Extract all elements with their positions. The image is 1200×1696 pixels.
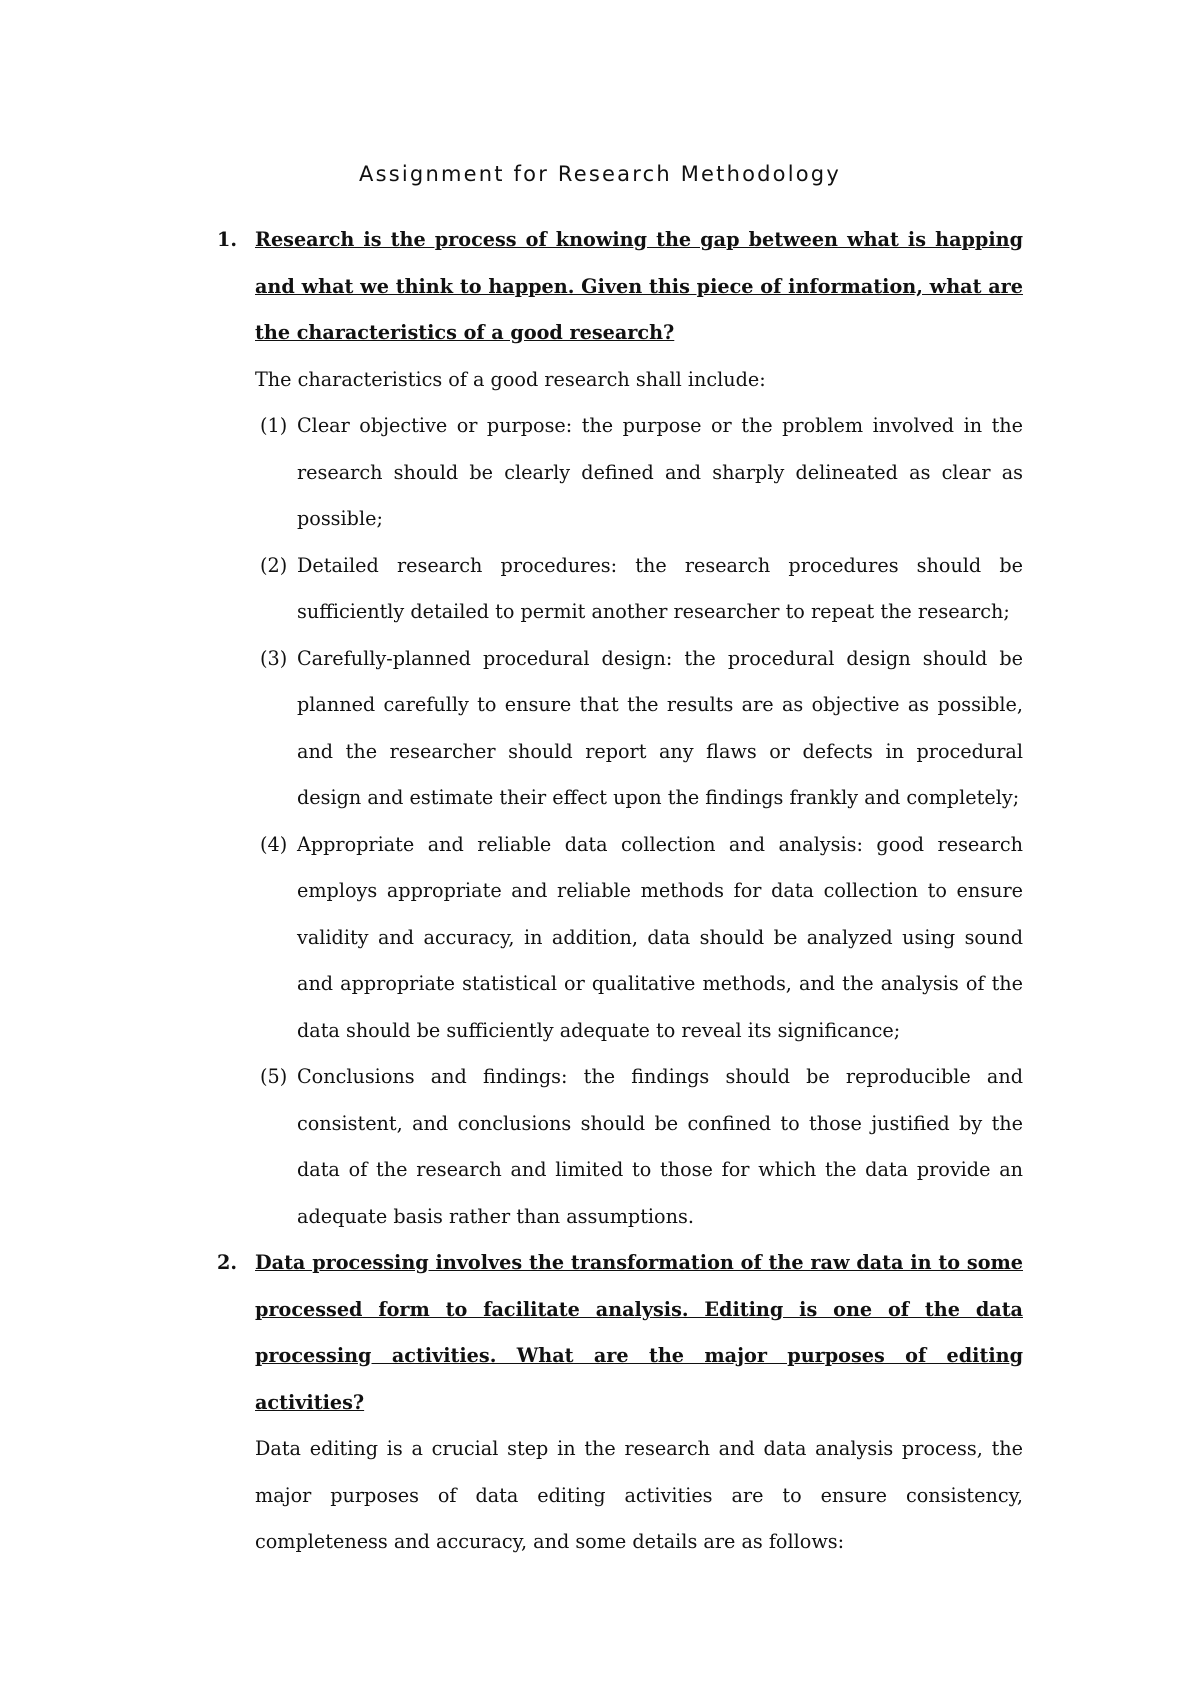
list-item-number: (1)	[260, 414, 288, 437]
list-item-text: Appropriate and reliable data collection and analysis: good research employs appropriate and reliable methods for data collection to ensure validity and accuracy, in addition, data should be analyzed using sound and appropriate statistical or qualitative methods, and the analysis of the data should be sufficiently adequate to reveal its significance;	[297, 832, 1023, 1042]
list-item-number: (3)	[260, 646, 288, 670]
list-item	[255, 822, 1023, 1055]
list-item-number: (4)	[260, 832, 288, 856]
list-item-number: (5)	[260, 1065, 288, 1088]
question-text: Data processing involves the transformation of the raw data in to some processed form to facilitate analysis. Editing is one of the data processing activities. What are the major purposes of editing activities?	[255, 1251, 1023, 1414]
document-title: Assignment for Research Methodology	[359, 162, 841, 186]
list-item	[255, 403, 1023, 543]
question-text: Research is the process of knowing the gap between what is happing and what we think to happen. Given this piece of information, what are the characteristics of a good research?	[255, 228, 1023, 344]
list-item-text: Detailed research procedures: the research procedures should be sufficiently detailed to permit another researcher to repeat the research;	[297, 553, 1023, 623]
question-number: 2.	[217, 1251, 238, 1274]
question-2	[217, 1240, 1023, 1426]
list-item	[255, 636, 1023, 822]
list-item-text: Clear objective or purpose: the purpose or the problem involved in the research should be clearly defined and sharply delineated as clear as possible;	[297, 414, 1023, 530]
list-item-number: (2)	[260, 553, 288, 577]
answer-paragraph: Data editing is a crucial step in the research and data analysis process, the major purposes of data editing activities are to ensure consistency, completeness and accuracy, and some details are as follows:	[255, 1437, 1023, 1553]
list-item-text: Carefully-planned procedural design: the procedural design should be planned carefully to ensure that the results are as objective as possible, and the researcher should report any flaws or defects in procedural design and estimate their effect upon the findings frankly and completely;	[297, 646, 1023, 809]
list-item	[255, 543, 1023, 636]
question-number: 1.	[217, 228, 238, 251]
list-item	[255, 1054, 1023, 1240]
list-item-text: Conclusions and findings: the findings should be reproducible and consistent, and conclusions should be confined to those justified by the data of the research and limited to those for which the data provide an adequate basis rather than assumptions.	[297, 1065, 1023, 1228]
answer-intro: The characteristics of a good research shall include:	[255, 367, 766, 391]
question-1	[217, 217, 1023, 357]
document-body	[217, 217, 1023, 1566]
